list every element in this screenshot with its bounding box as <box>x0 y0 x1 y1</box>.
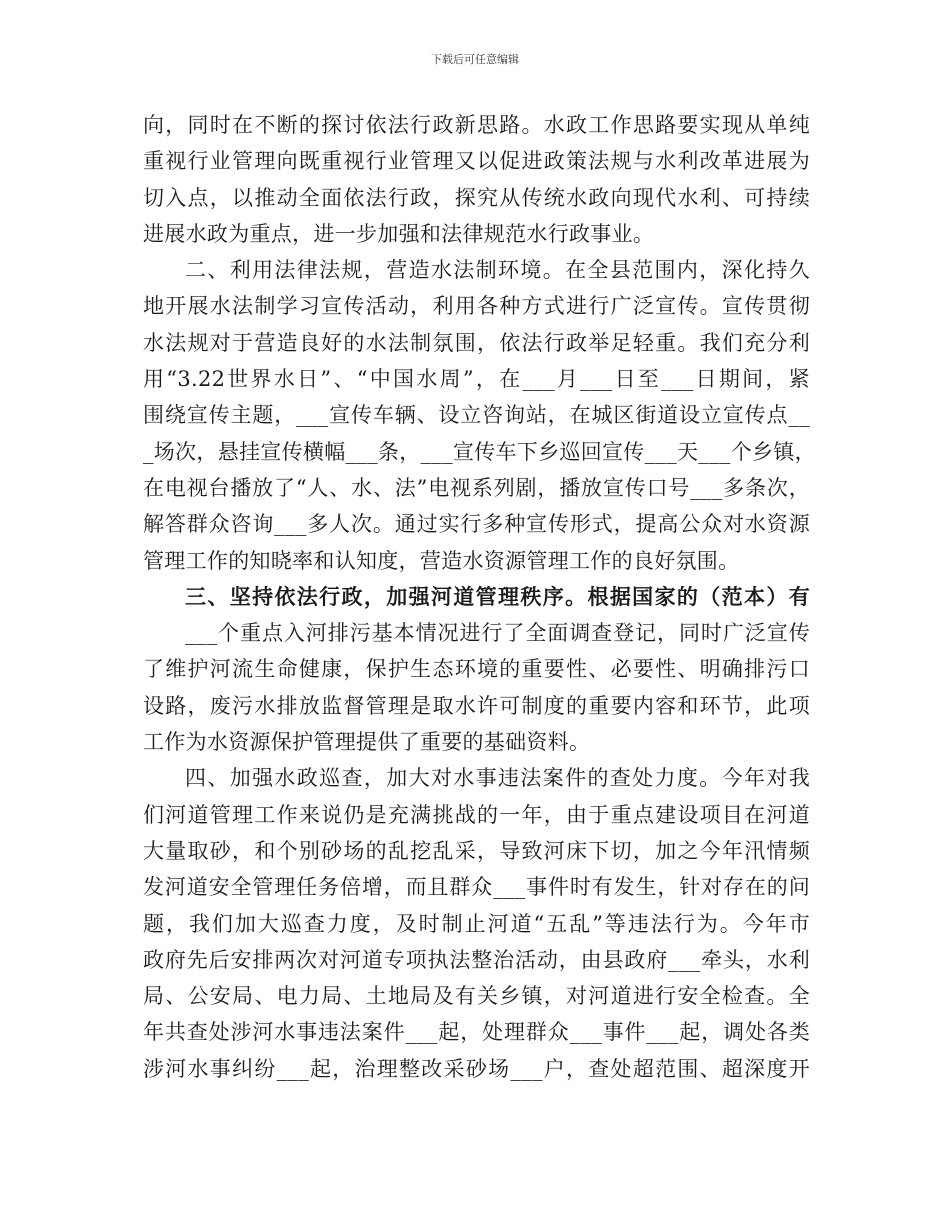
paragraph-line: 局、公安局、电力局、土地局及有关乡镇，对河道进行安全检查。全 <box>143 984 810 1009</box>
paragraph-line: 围绕宣传主题，___宣传车辆、设立咨询站，在城区街道设立宣传点__ <box>143 403 810 428</box>
paragraph-line: 向，同时在不断的探讨依法行政新思路。水政工作思路要实现从单纯 <box>143 113 810 137</box>
paragraph-line: 题，我们加大巡查力度，及时制止河道“五乱”等违法行为。今年市 <box>143 911 810 936</box>
paragraph-line: 政府先后安排两次对河道专项执法整治活动，由县政府___牵头，水利 <box>143 947 810 972</box>
paragraph-line: 水法规对于营造良好的水法制氛围，依法行政举足轻重。我们充分利 <box>143 330 810 355</box>
paragraph-line: _场次，悬挂宣传横幅___条，___宣传车下乡巡回宣传___天___个乡镇， <box>143 439 816 464</box>
section-4-heading-line: 四、加强水政巡查，加大对水事违法案件的查处力度。今年对我 <box>185 766 810 791</box>
paragraph-line: 大量取砂，和个别砂场的乱挖乱采，导致河床下切，加之今年汛情频 <box>143 838 810 863</box>
paragraph-line: ___个重点入河排污基本情况进行了全面调查登记，同时广泛宣传 <box>185 621 810 646</box>
page-header: 下载后可任意编辑 <box>431 53 519 66</box>
paragraph-line: 地开展水法制学习宣传活动，利用各种方式进行广泛宣传。宣传贯彻 <box>143 294 810 319</box>
paragraph-line: 管理工作的知晓率和认知度，营造水资源管理工作的良好氛围。 <box>143 548 740 573</box>
paragraph-line: 年共查处涉河水事违法案件___起，处理群众___事件___起，调处各类 <box>143 1020 810 1045</box>
paragraph-line: 进展水政为重点，进一步加强和法律规范水行政事业。 <box>143 221 655 246</box>
paragraph-line: 了维护河流生命健康，保护生态环境的重要性、必要性、明确排污口 <box>143 657 810 682</box>
paragraph-line: 发河道安全管理任务倍增，而且群众___事件时有发生，针对存在的问 <box>143 875 810 900</box>
section-3-heading-line: 三、坚持依法行政，加强河道管理秩序。根据国家的（范本）有 <box>185 583 810 609</box>
paragraph-line: 解答群众咨询___多人次。通过实行多种宣传形式，提高公众对水资源 <box>143 512 810 537</box>
paragraph-line: 工作为水资源保护管理提供了重要的基础资料。 <box>143 730 591 755</box>
paragraph-line: 在电视台播放了“人、水、法”电视系列剧，播放宣传口号___多条次， <box>143 475 810 500</box>
document-body <box>143 107 816 1087</box>
paragraph-line: 切入点，以推动全面依法行政，探究从传统水政向现代水利、可持续 <box>143 185 810 210</box>
paragraph-line: 们河道管理工作来说仍是充满挑战的一年，由于重点建设项目在河道 <box>143 802 810 827</box>
section-2-heading-line: 二、利用法律法规，营造水法制环境。在全县范围内，深化持久 <box>185 258 810 283</box>
paragraph-line: 用“3.22世界水日”、“中国水周”，在___月___日至___日期间，紧 <box>143 367 810 392</box>
paragraph-line: 重视行业管理向既重视行业管理又以促进政策法规与水利改革进展为 <box>143 149 810 174</box>
paragraph-line: 设路，废污水排放监督管理是取水许可制度的重要内容和环节，此项 <box>143 693 810 718</box>
paragraph-line: 涉河水事纠纷___起，治理整改采砂场___户，查处超范围、超深度开 <box>143 1056 810 1081</box>
